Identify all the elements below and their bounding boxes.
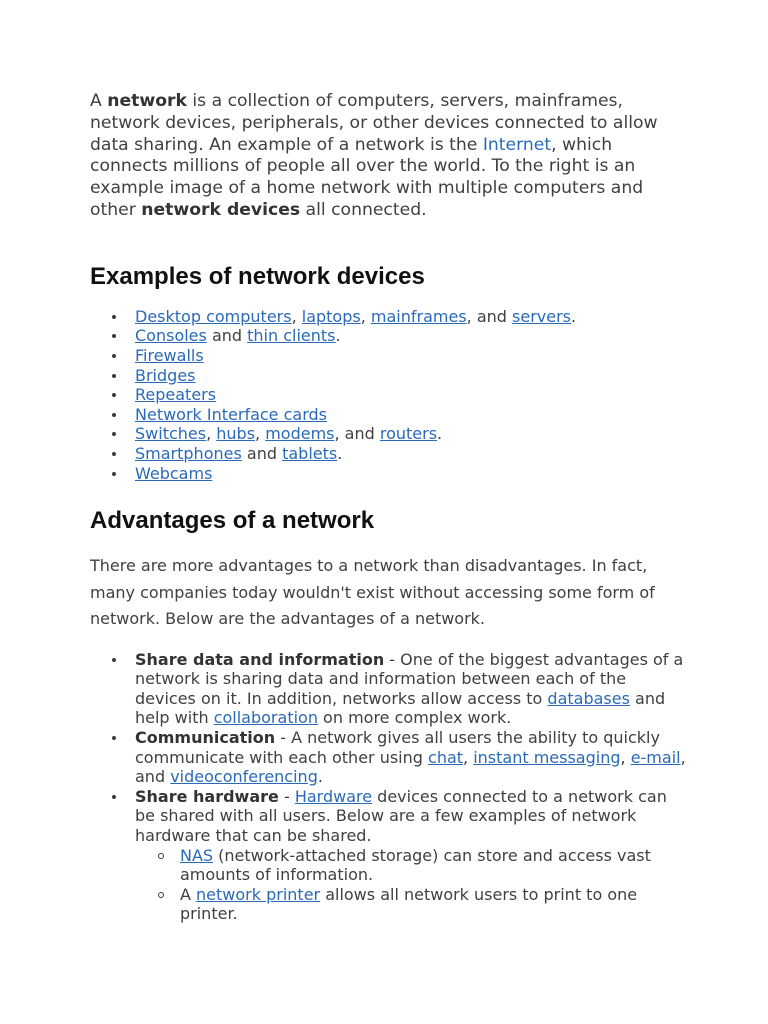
list-item: Communication - A network gives all users the ability to quickly communicate with each other using chat, instant messaging, e-mail, and videoconferencing. <box>90 728 690 787</box>
article-content <box>90 91 690 924</box>
share-hardware-title: Share hardware <box>135 786 279 806</box>
webcams-link[interactable]: Webcams <box>135 463 213 483</box>
devices-heading: Examples of network devices <box>90 262 425 290</box>
network-printer-link[interactable]: network printer <box>196 884 321 904</box>
firewalls-link[interactable]: Firewalls <box>135 345 204 365</box>
list-item: NAS (network-attached storage) can store and access vast amounts of information. <box>135 846 690 885</box>
consoles-link[interactable]: Consoles <box>135 326 207 346</box>
intro-bold-network-devices: network devices <box>141 199 301 220</box>
list-item: A network printer allows all network users to print to one printer. <box>135 885 690 924</box>
email-link[interactable]: e-mail <box>630 747 681 767</box>
list-item: Share hardware - Hardware devices connected to a network can be shared with all users. Below are a few examples of network hardware that can be shared. NAS (network-attached storage) can store and access vast amounts of information. A network printer allows all network users to print to one printer. <box>90 787 690 924</box>
list-item: Switches, hubs, modems, and routers. <box>90 424 690 444</box>
thin-clients-link[interactable]: thin clients <box>247 326 336 346</box>
list-item: Consoles and thin clients. <box>90 326 690 346</box>
list-item: Smartphones and tablets. <box>90 444 690 464</box>
switches-link[interactable]: Switches <box>135 424 207 444</box>
hubs-link[interactable]: hubs <box>216 424 256 444</box>
list-item: Desktop computers, laptops, mainframes, and servers. <box>90 307 690 327</box>
repeaters-link[interactable]: Repeaters <box>135 385 217 405</box>
intro-text: all connected. <box>300 199 427 220</box>
databases-link[interactable]: databases <box>547 688 630 708</box>
videoconferencing-link[interactable]: videoconferencing <box>170 767 318 787</box>
list-item <box>90 366 690 386</box>
advantages-intro: There are more advantages to a network than disadvantages. In fact, many companies today wouldn't exist without accessing some form of network. Below are the advantages of a network. <box>90 556 655 629</box>
routers-link[interactable]: routers <box>379 424 438 444</box>
instant-messaging-link[interactable]: instant messaging <box>473 747 621 767</box>
intro-text: is a collection of computers, servers, mainframes, network devices, peripherals, or other devices connected to allow data sharing. An example of a network is the <box>90 91 658 155</box>
intro-bold-network: network <box>107 91 187 111</box>
intro-text: A <box>90 91 108 111</box>
list-item <box>90 464 690 484</box>
list-item: Share data and information - One of the biggest advantages of a network is sharing data and information between each of the devices on it. In addition, networks allow access to databases and help with collaboration on more complex work. <box>90 650 690 728</box>
list-item <box>90 385 690 405</box>
modems-link[interactable]: modems <box>265 424 335 444</box>
share-data-title: Share data and information <box>135 649 385 669</box>
nas-link[interactable]: NAS <box>180 845 214 865</box>
chat-link[interactable]: chat <box>428 747 464 767</box>
shared-hardware-sublist <box>135 846 690 924</box>
devices-list <box>90 307 690 483</box>
mainframes-link[interactable]: mainframes <box>370 306 467 326</box>
desktop-computers-link[interactable]: Desktop computers <box>135 306 292 326</box>
advantages-heading: Advantages of a network <box>90 507 375 535</box>
servers-link[interactable]: servers <box>512 306 571 326</box>
smartphones-link[interactable]: Smartphones <box>135 443 242 463</box>
network-interface-cards-link[interactable]: Network Interface cards <box>135 404 327 424</box>
list-item <box>90 405 690 425</box>
laptops-link[interactable]: laptops <box>301 306 361 326</box>
hardware-link[interactable]: Hardware <box>294 786 373 806</box>
tablets-link[interactable]: tablets <box>282 443 338 463</box>
internet-link[interactable]: Internet <box>482 134 552 155</box>
advantages-list <box>90 650 690 924</box>
intro-paragraph <box>90 91 690 222</box>
intro-text: , which connects millions of people all over the world. To the right is an example image of a home network with multiple computers and other <box>90 134 644 220</box>
collaboration-link[interactable]: collaboration <box>213 708 318 728</box>
bridges-link[interactable]: Bridges <box>135 365 196 385</box>
communication-title: Communication <box>135 728 276 747</box>
list-item <box>90 346 690 366</box>
